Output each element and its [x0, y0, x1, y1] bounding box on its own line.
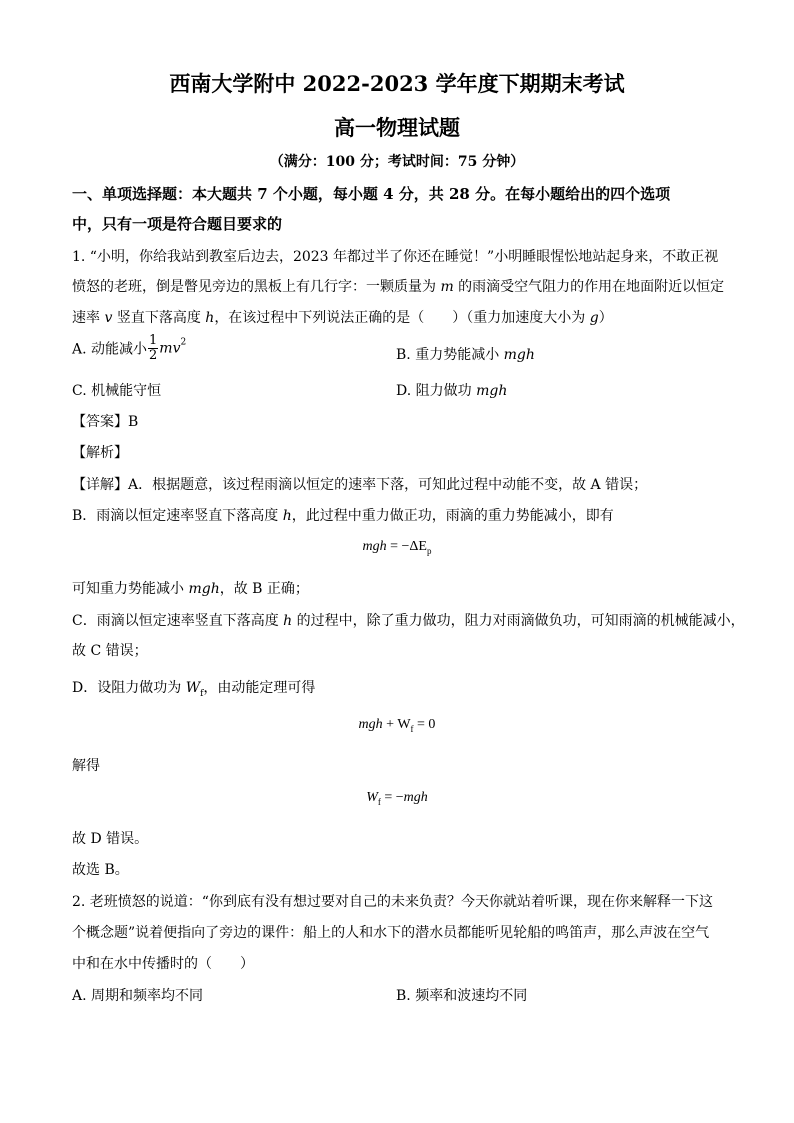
- exam-subtitle: 高一物理试题: [334, 115, 460, 140]
- q1-stem-line2: 愤怒的老班，倒是瞥见旁边的黑板上有几行字：一颗质量为 m 的雨滴受空气阻力的作用在地面附近以恒定: [72, 279, 725, 295]
- q1-detail-c1: C．雨滴以恒定速率竖直下落高度 h 的过程中，除了重力做功，阻力对雨滴做负功，可知雨滴的机械能减小，: [72, 613, 745, 629]
- q1-solve-label: 解得: [72, 758, 100, 774]
- q2-stem-line1: 2. 老班愤怒的说道：“你到底有没有想过要对自己的未来负责？今天你就站着听课，现在你来解释一下这: [72, 894, 713, 910]
- q1-option-d: D. 阻力做功 mgh: [396, 383, 508, 399]
- equation-2: mgh + $W_f = 0$: [358, 717, 436, 734]
- q1-answer: 【答案】B: [72, 414, 139, 430]
- q1-stem-line3: 速率 v 竖直下落高度 h，在该过程中下列说法正确的是（ ）（重力加速度大小为 g）: [72, 310, 613, 326]
- q1-detail-b2: 可知重力势能减小 mgh，故 B 正确；: [72, 581, 309, 597]
- section-heading-line2: 中，只有一项是符合题目要求的: [72, 215, 283, 233]
- q1-conclusion-1: 故 D 错误。: [72, 831, 149, 847]
- q1-stem-line1: 1. “小明，你给我站到教室后边去，2023 年都过半了你还在睡觉！”小明睡眼惺忪地站起身来，不敢正视: [72, 249, 719, 265]
- exam-title: 西南大学附中 2022-2023 学年度下期期末考试: [169, 71, 625, 96]
- q1-conclusion-2: 故选 B。: [72, 862, 129, 878]
- q1-option-a: A. 动能减小 $\frac{1}{2}$ $mv^2$: [72, 333, 187, 363]
- q1-detail-a: 【详解】A．根据题意，该过程雨滴以恒定的速率下落，可知此过程中动能不变，故 A 错误；: [72, 477, 648, 493]
- q2-stem-line2: 个概念题”说着便指向了旁边的课件：船上的人和水下的潜水员都能听见轮船的鸣笛声，那么声波在空气: [72, 925, 710, 941]
- q1-detail-d: D．设阻力做功为 $W_f$，由动能定理可得: [72, 680, 316, 699]
- q1-option-c: C. 机械能守恒: [72, 383, 162, 399]
- q1-analysis-label: 【解析】: [72, 445, 128, 461]
- exam-meta: （满分：100 分；考试时间：75 分钟）: [269, 154, 525, 170]
- q2-option-b: B. 频率和波速均不同: [396, 988, 528, 1004]
- q1-detail-b: B．雨滴以恒定速率竖直下落高度 h，此过程中重力做正功，雨滴的重力势能减小，即有: [72, 508, 614, 524]
- q1-option-b: B. 重力势能减小 mgh: [396, 347, 535, 363]
- equation-1: mgh = $-\Delta E_p$: [362, 539, 432, 556]
- section-heading-line1: 一、单项选择题：本大题共 7 个小题，每小题 4 分，共 28 分。在每小题给出的四个选项: [72, 185, 671, 203]
- equation-3: $W_f = -mgh$: [366, 790, 428, 807]
- q2-option-a: A. 周期和频率均不同: [72, 988, 204, 1004]
- fraction: $\frac{1}{2}$: [149, 333, 158, 363]
- q2-stem-line3: 中和在水中传播时的（ ）: [72, 956, 254, 972]
- q1-detail-c2: 故 C 错误；: [72, 643, 148, 659]
